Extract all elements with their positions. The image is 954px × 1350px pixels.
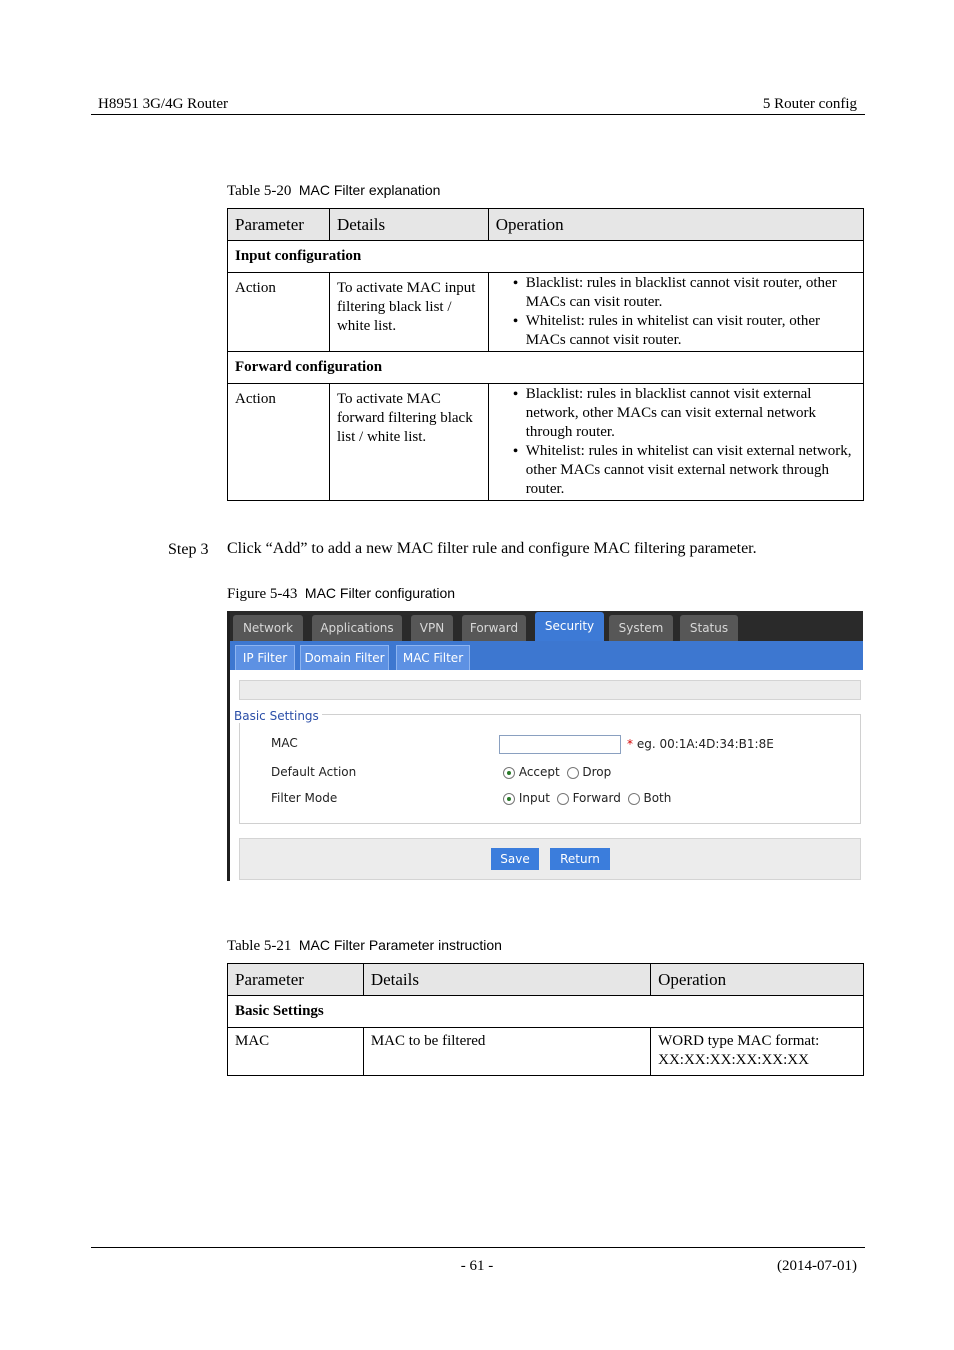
- header-rule: [91, 114, 865, 115]
- param-cell: Action: [228, 273, 330, 352]
- table1-caption-title: MAC Filter explanation: [298, 182, 441, 198]
- tab-applications[interactable]: Applications: [312, 615, 402, 641]
- operation-line: XX:XX:XX:XX:XX:XX: [658, 1052, 809, 1068]
- table2-caption-title: MAC Filter Parameter instruction: [298, 937, 502, 953]
- table2-caption: [227, 937, 502, 955]
- list-item: • Whitelist: rules in whitelist can visit router, other MACs cannot visit router.: [526, 312, 856, 350]
- operation-cell: [488, 384, 863, 501]
- details-cell: To activate MAC forward filtering black list / white list.: [329, 384, 488, 501]
- tab-vpn[interactable]: VPN: [411, 615, 453, 641]
- figure-caption: [227, 585, 455, 603]
- sub-nav-bar: [227, 641, 863, 670]
- drop-radio-label: Drop: [582, 765, 612, 779]
- mac-filter-config-screenshot: [227, 611, 863, 883]
- accept-radio[interactable]: [503, 767, 515, 779]
- list-item: • Blacklist: rules in blacklist cannot visit router, other MACs can visit router.: [526, 274, 856, 312]
- mac-filter-parameter-table: [227, 963, 864, 1076]
- default-action-radios: [503, 765, 611, 779]
- subtab-mac-filter[interactable]: MAC Filter: [396, 645, 470, 670]
- section-title: Basic Settings: [228, 996, 864, 1028]
- basic-settings-legend: Basic Settings: [231, 709, 322, 723]
- table-header-cell: Details: [363, 964, 650, 996]
- tab-system[interactable]: System: [609, 615, 673, 641]
- info-bar: [239, 680, 861, 700]
- tab-status[interactable]: Status: [680, 615, 738, 641]
- table-row: [228, 1028, 864, 1076]
- mac-label: MAC: [271, 736, 298, 750]
- details-cell: To activate MAC input filtering black list / white list.: [329, 273, 488, 352]
- table-row: [228, 384, 864, 501]
- page-number: - 61 -: [460, 1258, 494, 1274]
- list-item: • Blacklist: rules in blacklist cannot visit external network, other MACs can visit external network through router.: [526, 385, 856, 442]
- table-header-row: [228, 209, 864, 241]
- details-cell: MAC to be filtered: [363, 1028, 650, 1076]
- table-section-row: [228, 352, 864, 384]
- save-button[interactable]: Save: [491, 848, 539, 870]
- both-radio-label: Both: [643, 791, 672, 805]
- param-cell: Action: [228, 384, 330, 501]
- list-item: • Whitelist: rules in whitelist can visit external network, other MACs cannot visit external network through router.: [526, 442, 856, 499]
- required-star: *: [627, 737, 633, 751]
- tab-forward[interactable]: Forward: [462, 615, 526, 641]
- both-radio[interactable]: [628, 793, 640, 805]
- table-header-cell: Details: [329, 209, 488, 241]
- figure-caption-number: Figure 5-43: [227, 586, 298, 602]
- operation-cell: [651, 1028, 864, 1076]
- top-nav-bar: [227, 611, 863, 641]
- step-text: Click “Add” to add a new MAC filter rule and configure MAC filtering parameter.: [227, 540, 757, 557]
- input-radio-label: Input: [518, 791, 550, 805]
- param-cell: MAC: [228, 1028, 364, 1076]
- forward-radio-label: Forward: [572, 791, 621, 805]
- table-header-cell: Operation: [651, 964, 864, 996]
- footer-rule: [91, 1247, 865, 1248]
- subtab-ip-filter[interactable]: IP Filter: [235, 645, 295, 670]
- input-radio[interactable]: [503, 793, 515, 805]
- ui-left-border: [227, 611, 230, 881]
- table-header-cell: Parameter: [228, 209, 330, 241]
- mac-input[interactable]: [499, 735, 621, 754]
- accept-radio-label: Accept: [518, 765, 560, 779]
- subtab-domain-filter[interactable]: Domain Filter: [300, 645, 389, 670]
- table2-caption-number: Table 5-21: [227, 938, 292, 954]
- header-chapter: 5 Router config: [762, 96, 857, 112]
- table-row: [228, 273, 864, 352]
- footer-date: (2014-07-01): [777, 1258, 857, 1274]
- table-section-row: [228, 996, 864, 1028]
- mac-example-text: eg. 00:1A:4D:34:B1:8E: [636, 737, 774, 751]
- return-button[interactable]: Return: [550, 848, 610, 870]
- forward-radio[interactable]: [557, 793, 569, 805]
- step-label: Step 3: [168, 541, 209, 558]
- table-header-row: [228, 964, 864, 996]
- operation-line: WORD type MAC format:: [658, 1033, 820, 1049]
- table1-caption-number: Table 5-20: [227, 183, 292, 199]
- table-header-cell: Operation: [488, 209, 863, 241]
- section-title: Input configuration: [228, 241, 864, 273]
- header-title: H8951 3G/4G Router: [98, 96, 228, 112]
- table1-caption: [227, 182, 440, 200]
- default-action-label: Default Action: [271, 765, 357, 779]
- mac-filter-explanation-table: [227, 208, 864, 501]
- operation-cell: [488, 273, 863, 352]
- table-header-cell: Parameter: [228, 964, 364, 996]
- tab-security[interactable]: Security: [535, 612, 604, 641]
- filter-mode-radios: [503, 791, 671, 805]
- section-title: Forward configuration: [228, 352, 864, 384]
- tab-network[interactable]: Network: [233, 615, 303, 641]
- figure-caption-title: MAC Filter configuration: [304, 585, 456, 601]
- filter-mode-label: Filter Mode: [271, 791, 338, 805]
- table-section-row: [228, 241, 864, 273]
- mac-hint: [627, 737, 774, 751]
- drop-radio[interactable]: [567, 767, 579, 779]
